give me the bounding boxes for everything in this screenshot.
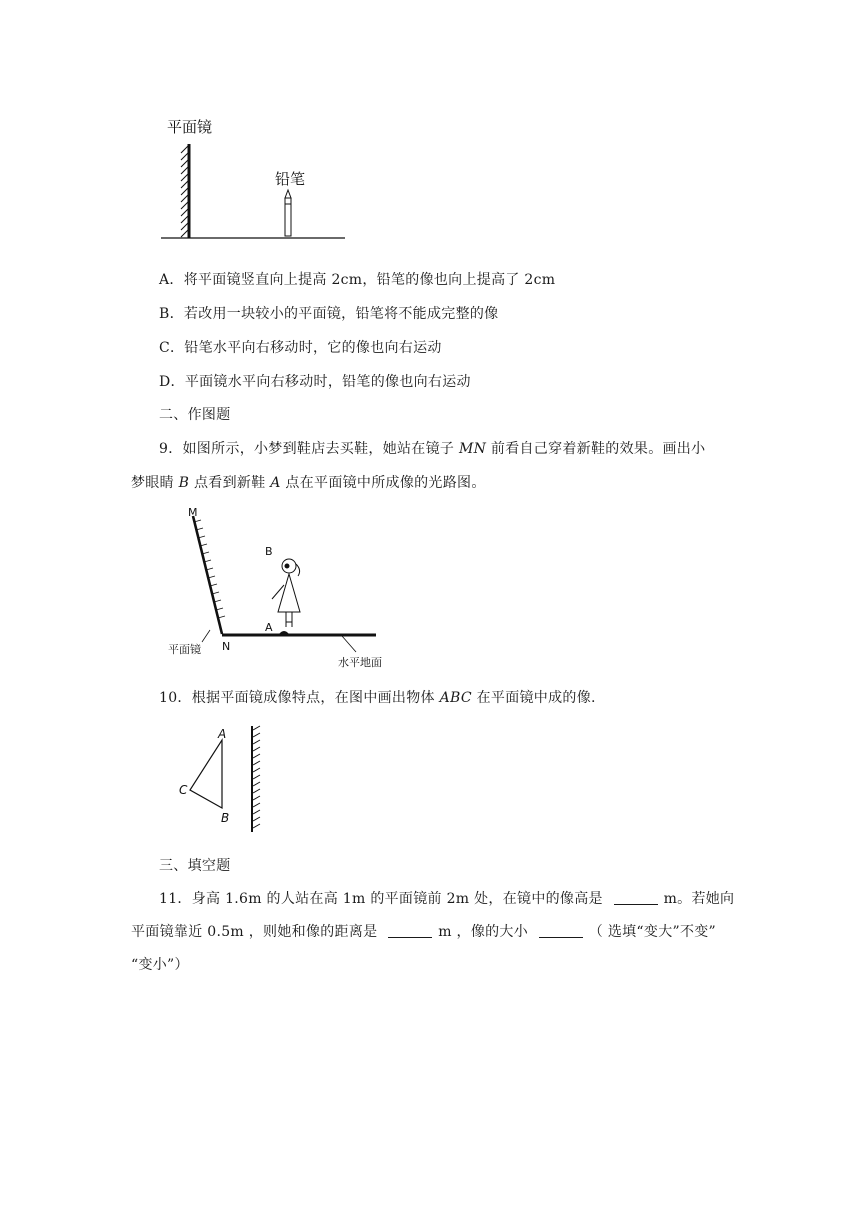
figure-mirror-pencil (155, 112, 355, 244)
mirror-line (193, 516, 222, 634)
q9-text: 前看自己穿着新鞋的效果。画出小 (486, 441, 706, 457)
figure-triangle-mirror (170, 722, 280, 834)
section-heading-fill: 三、填空题 (159, 858, 231, 874)
question-11-line1 (159, 889, 734, 909)
point-a-label: A (265, 621, 273, 634)
ground-label: 水平地面 (338, 656, 382, 669)
point-a-label: A (218, 727, 227, 741)
figure-mirror-shoe (160, 500, 390, 672)
q9-text: 9．如图所示，小梦到鞋店去买鞋，她站在镜子 (159, 441, 459, 457)
option-b: B．若改用一块较小的平面镜，铅笔将不能成完整的像 (159, 306, 499, 322)
point-b-label: B (265, 545, 273, 558)
triangle-abc (190, 740, 222, 808)
q10-text: 10．根据平面镜成像特点，在图中画出物体 (159, 690, 440, 706)
question-11-line3: “变小”） (131, 957, 189, 973)
q11-text: 11．身高 1.6m 的人站在高 1m 的平面镜前 2m 处，在镜中的像高是 (159, 891, 608, 907)
q9-mn: MN (458, 441, 487, 457)
q10-abc: ABC (439, 690, 472, 706)
mirror-label: 平面镜 (167, 118, 213, 136)
q11-text: 平面镜靠近 0.5m ，则她和像的距离是 (131, 924, 383, 940)
q11-text: m。若她向 (663, 891, 735, 907)
q9-b: B (178, 475, 190, 491)
question-10 (159, 688, 596, 708)
girl-figure (272, 559, 300, 627)
q9-a: A (270, 475, 281, 491)
q9-text: 点在平面镜中所成像的光路图。 (280, 475, 486, 491)
option-a: A．将平面镜竖直向上提高 2cm，铅笔的像也向上提高了 2cm (159, 272, 556, 288)
q11-text: m ，像的大小 (438, 924, 533, 940)
question-9-line2 (131, 473, 486, 493)
point-m-label: M (188, 506, 198, 519)
q9-text: 点看到新鞋 (189, 475, 271, 491)
question-9-line1 (159, 439, 705, 459)
q10-text: 在平面镜中成的像. (471, 690, 596, 706)
mirror-label: 平面镜 (168, 643, 201, 656)
pencil-icon (285, 190, 291, 236)
section-heading-drawing: 二、作图题 (159, 407, 231, 423)
answer-blank-2[interactable] (388, 923, 432, 938)
q9-text: 梦眼睛 (131, 475, 179, 491)
point-c-label: C (179, 783, 188, 797)
point-n-label: N (222, 640, 231, 653)
answer-blank-1[interactable] (614, 890, 658, 905)
question-11-line2 (131, 922, 716, 942)
q11-text: （ 选填“变大”不变” (588, 924, 717, 940)
shoe-icon (279, 631, 289, 634)
answer-blank-3[interactable] (539, 923, 583, 938)
option-c: C．铅笔水平向右移动时，它的像也向右运动 (159, 340, 442, 356)
point-b-label: B (221, 811, 230, 825)
option-d: D．平面镜水平向右移动时，铅笔的像也向右运动 (159, 374, 471, 390)
pencil-label: 铅笔 (275, 170, 306, 188)
